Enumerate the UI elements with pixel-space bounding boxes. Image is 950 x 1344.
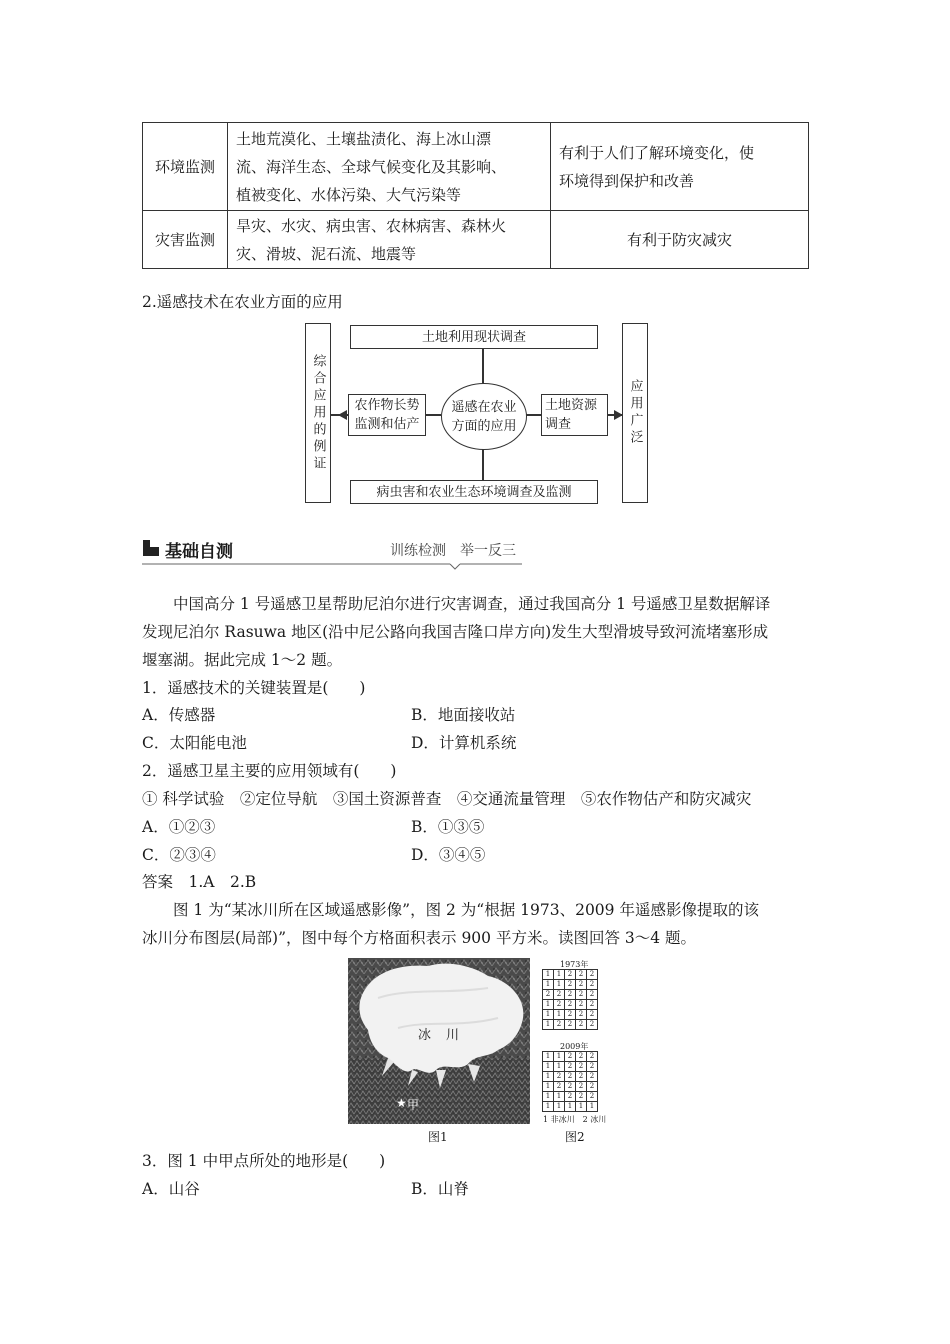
- connector-line: [425, 414, 441, 416]
- grid-cell: 1: [554, 1052, 565, 1062]
- box-text: 农作物长势: [354, 398, 420, 413]
- arrow-left-icon: [338, 410, 347, 420]
- grid-1973-title: 1973年: [560, 960, 589, 969]
- grid-cell: 1: [543, 1010, 554, 1020]
- box-text: 监测和估产: [354, 417, 420, 432]
- table-cell-examples: [228, 123, 551, 211]
- grid-row: [543, 1000, 598, 1010]
- grid-cell: 1: [554, 980, 565, 990]
- grid-cell: 2: [565, 980, 576, 990]
- box-land-resource-survey: [541, 394, 608, 436]
- intro-paragraph-line: 冰川分布图层(局部)”，图中每个方格面积表示 900 平方米。读图回答 3～4 题。: [142, 929, 697, 947]
- grid-cell: 2: [587, 1010, 598, 1020]
- section-title: 基础自测: [165, 542, 233, 562]
- option-b: B．①③⑤: [411, 818, 485, 836]
- box-pest-ecology-monitoring: 病虫害和农业生态环境调查及监测: [350, 480, 598, 504]
- grid-2009-title: 2009年: [560, 1042, 589, 1051]
- option-a: A．①②③: [142, 818, 216, 836]
- grid-cell: 2: [587, 1062, 598, 1072]
- connector-line: [525, 414, 541, 416]
- grid-cell: 2: [587, 1072, 598, 1082]
- grid-cell: 2: [576, 1062, 587, 1072]
- ellipse-remote-sensing-agriculture: [441, 383, 527, 450]
- grid-row: [543, 990, 598, 1000]
- box-text: 综合应用的例证: [310, 353, 326, 473]
- grid-cell: 1: [543, 1082, 554, 1092]
- grid-cell: 1: [554, 1062, 565, 1072]
- option-a: A．山谷: [142, 1180, 200, 1198]
- intro-paragraph-line: 图 1 为“某冰川所在区域遥感影像”，图 2 为“根据 1973、2009 年遥感影像提取的该: [173, 901, 759, 919]
- grid-legend: 1 非冰川 2 冰川: [543, 1115, 607, 1124]
- grid-cell: 2: [576, 1000, 587, 1010]
- option-b: B．地面接收站: [411, 706, 516, 724]
- grid-cell: 1: [543, 1000, 554, 1010]
- grid-cell: 2: [565, 1072, 576, 1082]
- grid-cell: 2: [565, 970, 576, 980]
- table-cell-field: 灾害监测: [143, 211, 228, 269]
- grid-row: [543, 1010, 598, 1020]
- grid-cell: 2: [576, 990, 587, 1000]
- option-b: B．山脊: [411, 1180, 469, 1198]
- figure-1-satellite-image: [348, 958, 530, 1124]
- grid-cell: 1: [543, 1052, 554, 1062]
- text-line: 有利于人们了解环境变化，使: [559, 143, 755, 162]
- text-line: 有利于防灾减灾: [626, 230, 732, 249]
- grid-cell: 2: [576, 1010, 587, 1020]
- grid-row: [543, 1082, 598, 1092]
- grid-cell: 1: [554, 970, 565, 980]
- grid-cell: 1: [554, 1102, 565, 1112]
- question-3-stem: 3．图 1 中甲点所处的地形是( ): [142, 1152, 386, 1170]
- question-2-items: ① 科学试验 ②定位导航 ③国土资源普查 ④交通流量管理 ⑤农作物估产和防灾减灾: [142, 790, 752, 808]
- connector-line: [482, 448, 484, 480]
- grid-table: [542, 1051, 598, 1112]
- figure-2-caption: 图2: [565, 1130, 585, 1144]
- grid-cell: 2: [587, 970, 598, 980]
- grid-cell: 1: [543, 980, 554, 990]
- table-cell-examples: [228, 211, 551, 269]
- text-line: 流、海洋生态、全球气候变化及其影响、: [236, 157, 507, 176]
- text-line: 土地荒漠化、土壤盐渍化、海上冰山漂: [236, 129, 492, 148]
- grid-row: [543, 1062, 598, 1072]
- grid-cell: 2: [554, 1082, 565, 1092]
- box-land-use-survey: 土地利用现状调查: [350, 325, 598, 349]
- grid-cell: 2: [565, 1052, 576, 1062]
- grid-cell: 2: [565, 1000, 576, 1010]
- grid-cell: 1: [543, 970, 554, 980]
- star-icon: ★: [396, 1096, 407, 1110]
- intro-paragraph-line: 中国高分 1 号遥感卫星帮助尼泊尔进行灾害调查，通过我国高分 1 号遥感卫星数据解译: [173, 595, 771, 613]
- glacier-grid-1973: [542, 969, 598, 1030]
- grid-cell: 1: [554, 1092, 565, 1102]
- grid-cell: 1: [543, 1072, 554, 1082]
- grid-cell: 2: [565, 1092, 576, 1102]
- grid-cell: 2: [565, 1010, 576, 1020]
- grid-row: [543, 1072, 598, 1082]
- grid-cell: 2: [587, 1082, 598, 1092]
- box-application-examples: [305, 323, 331, 503]
- option-a: A．传感器: [142, 706, 216, 724]
- table-cell-effect: [551, 211, 809, 269]
- option-d: D．计算机系统: [411, 734, 517, 752]
- table-row: [143, 211, 809, 269]
- grid-row: [543, 970, 598, 980]
- grid-cell: 2: [554, 990, 565, 1000]
- remote-sensing-application-table: [142, 122, 809, 269]
- grid-row: [543, 1052, 598, 1062]
- grid-cell: 2: [565, 990, 576, 1000]
- grid-cell: 2: [587, 980, 598, 990]
- grid-cell: 2: [554, 1020, 565, 1030]
- grid-cell: 2: [576, 1092, 587, 1102]
- grid-cell: 2: [587, 1000, 598, 1010]
- grid-cell: 2: [576, 970, 587, 980]
- grid-cell: 2: [587, 1020, 598, 1030]
- table-row: [143, 123, 809, 211]
- glacier-label: 冰 川: [418, 1028, 461, 1043]
- text-line: 环境得到保护和改善: [559, 171, 695, 190]
- grid-cell: 1: [554, 1010, 565, 1020]
- grid-cell: 1: [543, 1092, 554, 1102]
- option-c: C．太阳能电池: [142, 734, 247, 752]
- grid-row: [543, 980, 598, 990]
- grid-cell: 2: [543, 990, 554, 1000]
- question-2-stem: 2．遥感卫星主要的应用领域有( ): [142, 762, 397, 780]
- table-cell-field: 环境监测: [143, 123, 228, 211]
- option-c: C．②③④: [142, 846, 216, 864]
- text-line: 旱灾、水灾、病虫害、农林病害、森林火: [236, 216, 507, 235]
- point-jia-label: 甲: [407, 1098, 420, 1112]
- grid-cell: 2: [565, 1082, 576, 1092]
- option-d: D．③④⑤: [411, 846, 486, 864]
- text-line: 灾、滑坡、泥石流、地震等: [236, 244, 417, 263]
- box-text: 应用广泛: [627, 379, 643, 447]
- intro-paragraph-line: 发现尼泊尔 Rasuwa 地区(沿中尼公路向我国吉隆口岸方向)发生大型滑坡导致河流堵塞形成: [142, 623, 769, 641]
- glacier-grid-2009: [542, 1051, 598, 1112]
- connector-line: [482, 347, 484, 383]
- box-text: 土地资源: [545, 398, 598, 413]
- grid-cell: 2: [576, 980, 587, 990]
- grid-cell: 1: [543, 1102, 554, 1112]
- grid-cell: 2: [587, 1092, 598, 1102]
- grid-cell: 2: [554, 1000, 565, 1010]
- box-crop-monitoring: [348, 394, 426, 436]
- grid-table: [542, 969, 598, 1030]
- grid-cell: 2: [587, 990, 598, 1000]
- grid-cell: 2: [554, 1072, 565, 1082]
- grid-row: [543, 1020, 598, 1030]
- answer: 答案 1.A 2.B: [142, 873, 257, 891]
- grid-cell: 2: [565, 1020, 576, 1030]
- table-cell-effect: [551, 123, 809, 211]
- grid-cell: 2: [576, 1052, 587, 1062]
- grid-cell: 1: [576, 1102, 587, 1112]
- grid-cell: 2: [587, 1052, 598, 1062]
- grid-cell: 2: [576, 1020, 587, 1030]
- grid-cell: 1: [543, 1020, 554, 1030]
- box-text: 方面的应用: [451, 418, 517, 434]
- text-line: 植被变化、水体污染、大气污染等: [236, 185, 462, 204]
- grid-cell: 2: [576, 1072, 587, 1082]
- grid-cell: 1: [565, 1102, 576, 1112]
- section-square-notch: [150, 540, 159, 547]
- section-2-title: 2.遥感技术在农业方面的应用: [142, 293, 343, 311]
- grid-cell: 2: [565, 1062, 576, 1072]
- grid-cell: 2: [576, 1082, 587, 1092]
- box-wide-application: [622, 323, 648, 503]
- question-1-stem: 1．遥感技术的关键装置是( ): [142, 679, 366, 697]
- section-underline: [142, 559, 524, 571]
- grid-cell: 1: [587, 1102, 598, 1112]
- intro-paragraph-line: 堰塞湖。据此完成 1～2 题。: [142, 651, 343, 669]
- figure-1-caption: 图1: [428, 1130, 448, 1144]
- grid-row: [543, 1092, 598, 1102]
- section-subtitle: 训练检测 举一反三: [390, 543, 516, 559]
- box-text: 遥感在农业: [451, 399, 517, 415]
- grid-cell: 1: [543, 1062, 554, 1072]
- box-text: 调查: [545, 417, 572, 432]
- grid-row: [543, 1102, 598, 1112]
